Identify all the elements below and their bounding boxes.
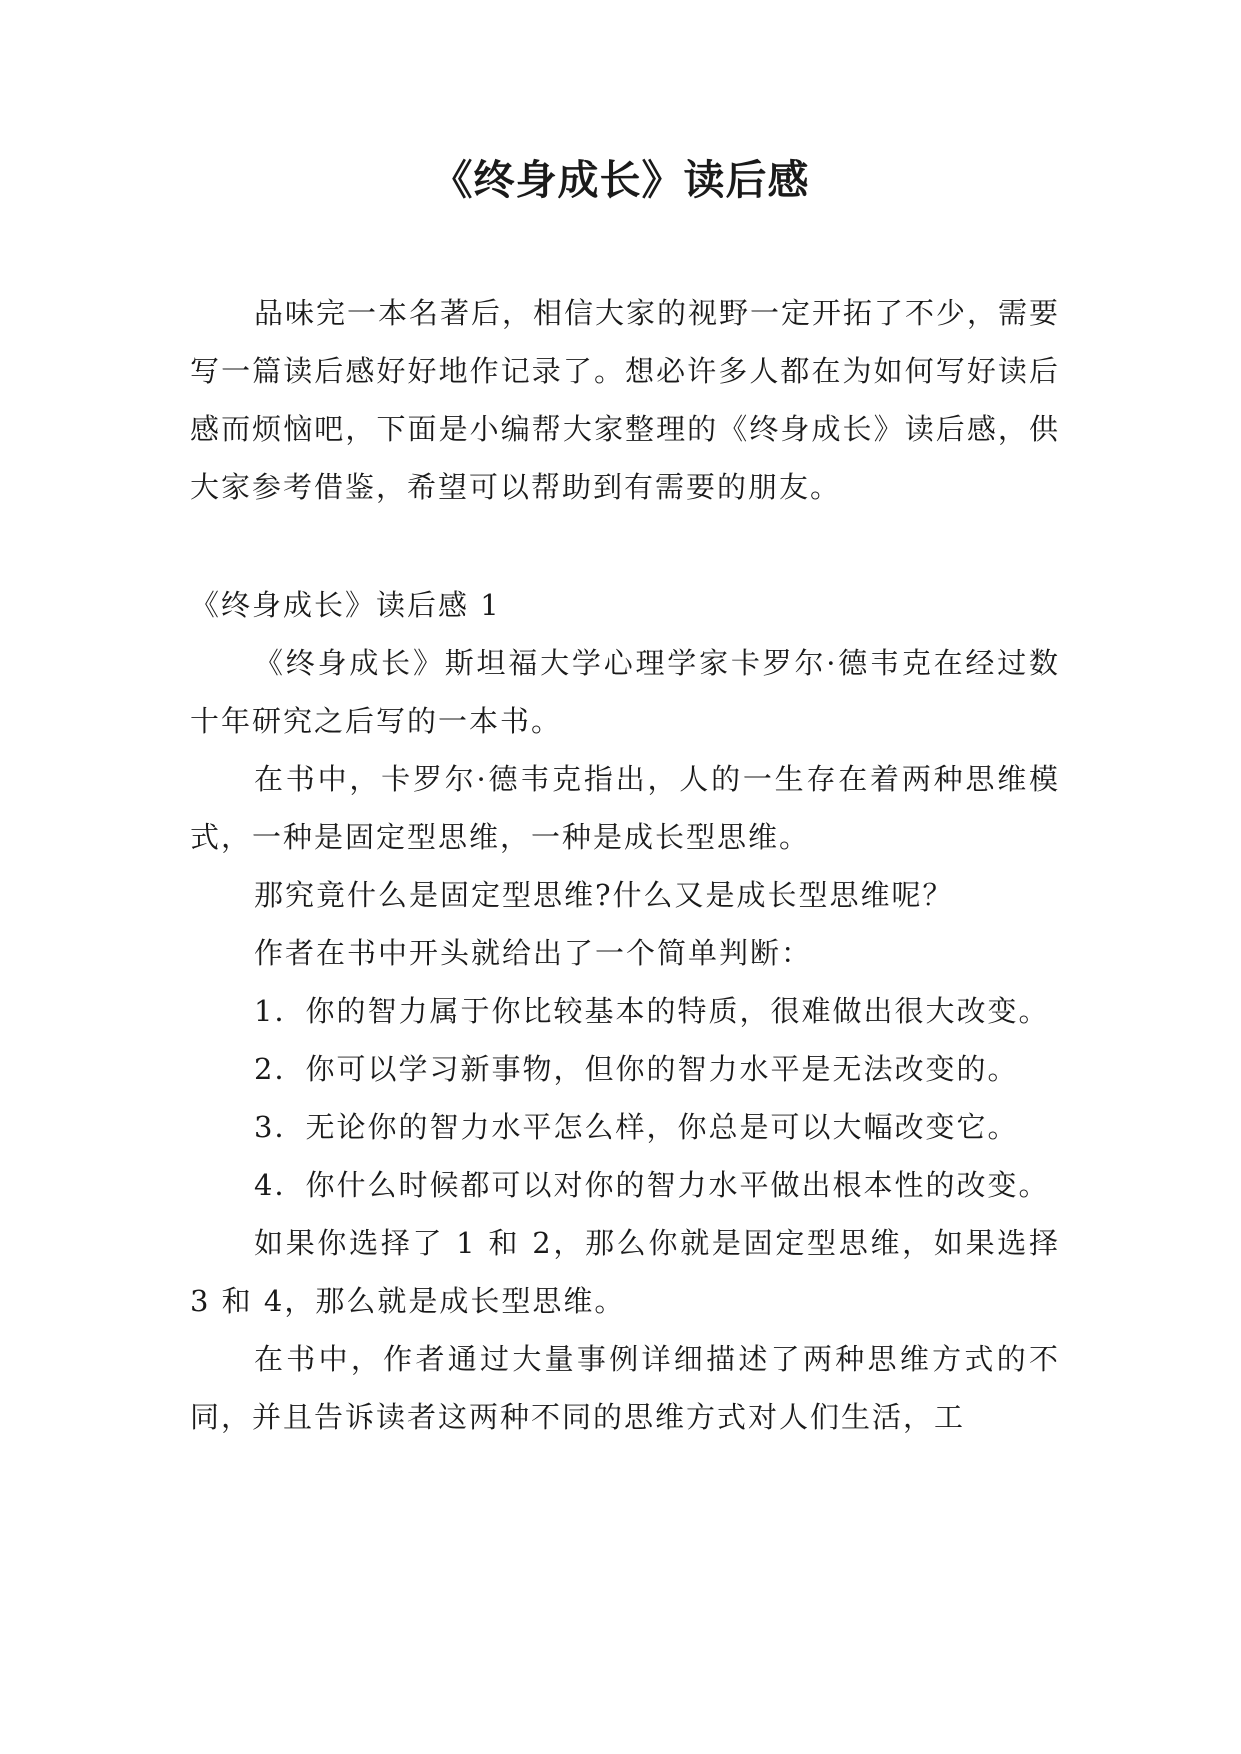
list-item-3: 3．无论你的智力水平怎么样，你总是可以大幅改变它。 bbox=[254, 1110, 1019, 1144]
intro-paragraph: 品味完一本名著后，相信大家的视野一定开拓了不少，需要写一篇读后感好好地作记录了。想必许多人都在为如何写好读后感而烦恼吧，下面是小编帮大家整理的《终身成长》读后感，供大家参考借鉴，希望可以帮助到有需要的朋友。 bbox=[190, 296, 1061, 504]
body-paragraph: 在书中，作者通过大量事例详细描述了两种思维方式的不同，并且告诉读者这两种不同的思维方式对人们生活，工 bbox=[190, 1342, 1060, 1434]
list-item-2: 2．你可以学习新事物，但你的智力水平是无法改变的。 bbox=[254, 1052, 1019, 1086]
list-item-4: 4．你什么时候都可以对你的智力水平做出根本性的改变。 bbox=[254, 1168, 1050, 1202]
document-title: 《终身成长》读后感 bbox=[431, 156, 810, 204]
body-paragraph: 如果你选择了 1 和 2，那么你就是固定型思维，如果选择 3 和 4，那么就是成长型思维。 bbox=[190, 1226, 1060, 1318]
body-paragraph: 《终身成长》斯坦福大学心理学家卡罗尔·德韦克在经过数十年研究之后写的一本书。 bbox=[190, 646, 1060, 738]
section-1 bbox=[190, 576, 1060, 1446]
body-paragraph: 作者在书中开头就给出了一个简单判断： bbox=[254, 936, 813, 970]
body-paragraph: 那究竟什么是固定型思维?什么又是成长型思维呢？ bbox=[254, 878, 954, 912]
section-heading: 《终身成长》读后感 1 bbox=[190, 588, 501, 622]
body-paragraph: 在书中，卡罗尔·德韦克指出，人的一生存在着两种思维模式，一种是固定型思维，一种是成长型思维。 bbox=[190, 762, 1060, 854]
list-item-1: 1．你的智力属于你比较基本的特质，很难做出很大改变。 bbox=[254, 994, 1050, 1028]
